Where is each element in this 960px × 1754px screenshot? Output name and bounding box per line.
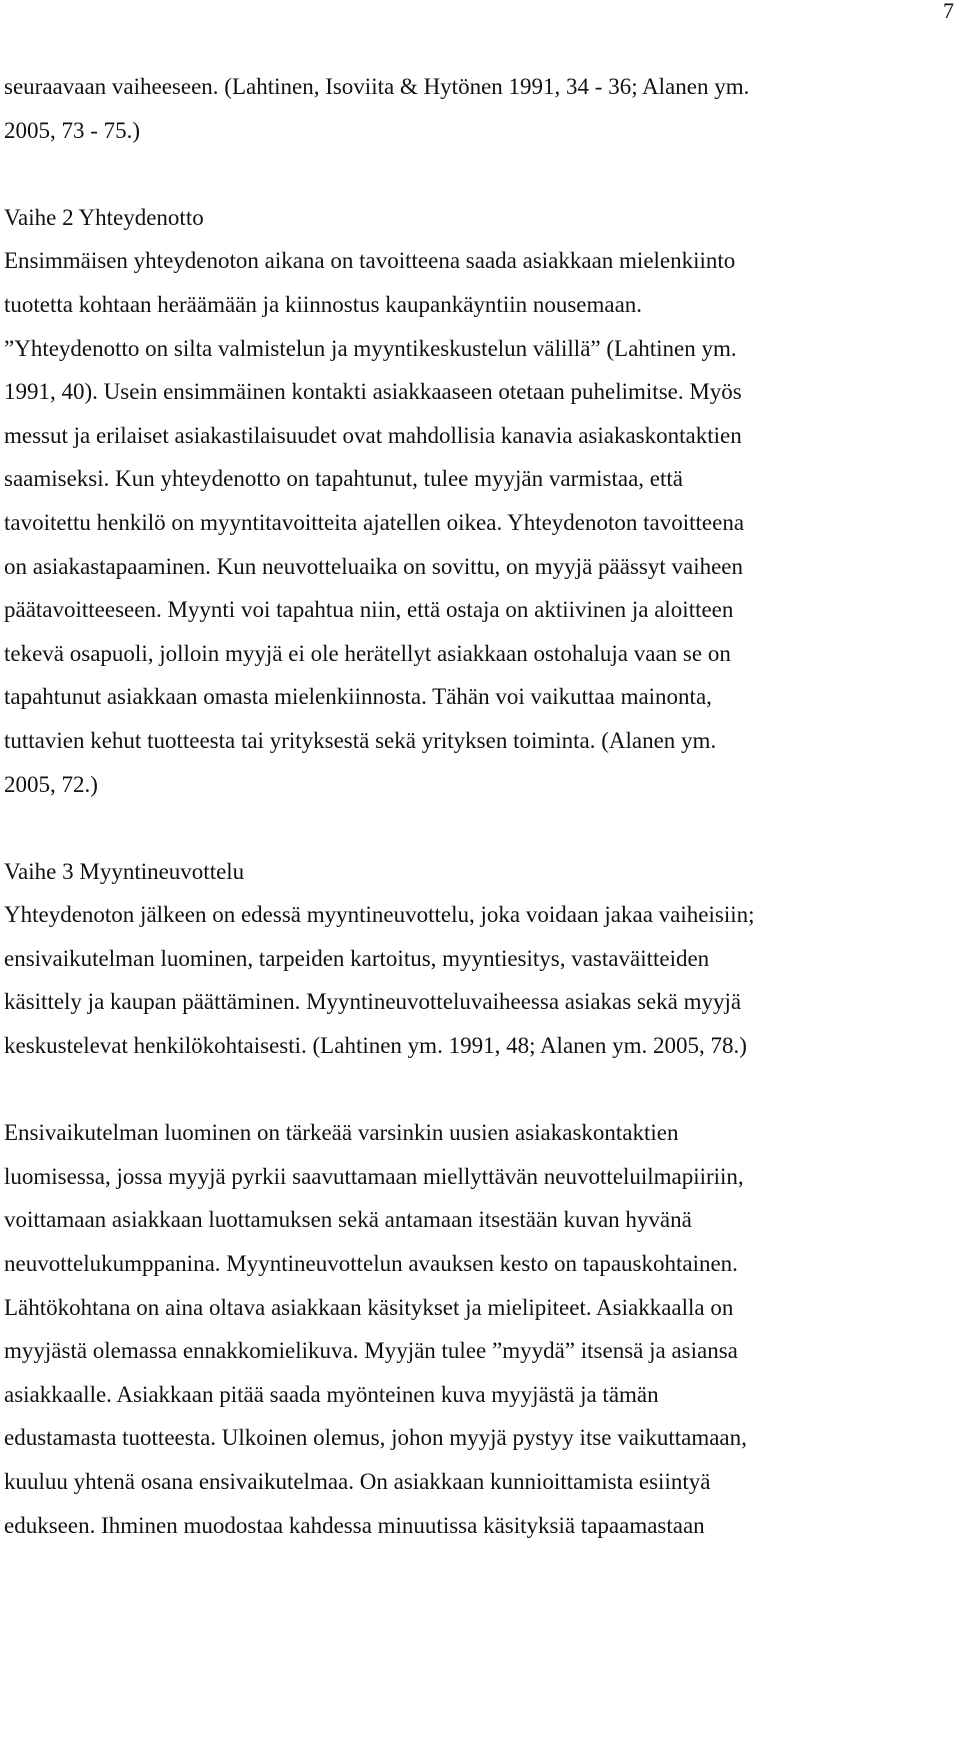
text-line: messut ja erilaiset asiakastilaisuudet ovat mahdollisia kanavia asiakaskontaktien	[4, 422, 742, 448]
section-vaihe-2	[4, 196, 944, 806]
text-line: tavoitettu henkilö on myyntitavoitteita ajatellen oikea. Yhteydenoton tavoitteena	[4, 509, 745, 535]
text-line: kuuluu yhtenä osana ensivaikutelmaa. On asiakkaan kunnioittamista esiintyä	[4, 1469, 711, 1494]
text-line: voittamaan asiakkaan luottamuksen sekä antamaan itsestään kuvan hyvänä	[4, 1207, 692, 1233]
text-line: myyjästä olemassa ennakkomielikuva. Myyjän tulee ”myydä” itsensä ja asiansa	[4, 1338, 738, 1364]
page-number: 7	[943, 0, 954, 23]
text-line: Lähtökohtana on aina oltava asiakkaan käsitykset ja mielipiteet. Asiakkaalla on	[4, 1294, 734, 1320]
paragraph-ensivaikutelma	[4, 1111, 944, 1547]
text-line: 1991, 40). Usein ensimmäinen kontakti asiakkaaseen otetaan puhelimitse. Myös	[4, 379, 742, 405]
text-line: neuvottelukumppanina. Myyntineuvottelun avauksen kesto on tapauskohtainen.	[4, 1251, 738, 1277]
text-line: saamiseksi. Kun yhteydenotto on tapahtunut, tulee myyjän varmistaa, että	[4, 466, 683, 492]
text-line: 2005, 72.)	[4, 771, 98, 797]
paragraph-gap	[4, 806, 944, 850]
text-line: tekevä osapuoli, jolloin myyjä ei ole herätellyt asiakkaan ostohaluja vaan se on	[4, 640, 731, 666]
text-line: tuotetta kohtaan heräämään ja kiinnostus kaupankäyntiin nousemaan.	[4, 291, 643, 317]
text-line: ensivaikutelman luominen, tarpeiden kartoitus, myyntiesitys, vastaväitteiden	[4, 945, 710, 971]
paragraph-gap	[4, 152, 944, 196]
text-line: edukseen. Ihminen muodostaa kahdessa minuutissa käsityksiä tapaamastaan	[4, 1512, 705, 1538]
text-line: seuraavaan vaiheeseen. (Lahtinen, Isoviita & Hytönen 1991, 34 - 36; Alanen ym.	[4, 74, 750, 99]
document-body	[4, 65, 944, 1547]
paragraph-continuation	[4, 65, 944, 152]
text-line: edustamasta tuotteesta. Ulkoinen olemus, johon myyjä pystyy itse vaikuttamaan,	[4, 1425, 747, 1451]
text-line: keskustelevat henkilökohtaisesti. (Lahtinen ym. 1991, 48; Alanen ym. 2005, 78.)	[4, 1033, 747, 1059]
text-line: käsittely ja kaupan päättäminen. Myyntineuvotteluvaiheessa asiakas sekä myyjä	[4, 989, 742, 1015]
paragraph-gap	[4, 1068, 944, 1112]
text-line: Ensivaikutelman luominen on tärkeää varsinkin uusien asiakaskontaktien	[4, 1120, 679, 1146]
text-line: on asiakastapaaminen. Kun neuvotteluaika on sovittu, on myyjä päässyt vaiheen	[4, 553, 744, 579]
text-line: ”Yhteydenotto on silta valmistelun ja myyntikeskustelun välillä” (Lahtinen ym.	[4, 335, 737, 361]
text-line: luomisessa, jossa myyjä pyrkii saavuttamaan miellyttävän neuvotteluilmapiiriin,	[4, 1163, 744, 1189]
section-vaihe-3	[4, 850, 944, 1068]
text-line: asiakkaalle. Asiakkaan pitää saada myönteinen kuva myyjästä ja tämän	[4, 1381, 659, 1407]
text-line: päätavoitteeseen. Myynti voi tapahtua niin, että ostaja on aktiivinen ja aloitteen	[4, 597, 734, 623]
text-line: Yhteydenoton jälkeen on edessä myyntineuvottelu, joka voidaan jakaa vaiheisiin;	[4, 902, 755, 928]
text-line: tapahtunut asiakkaan omasta mielenkiinnosta. Tähän voi vaikuttaa mainonta,	[4, 684, 712, 710]
text-line: 2005, 73 - 75.)	[4, 117, 141, 143]
section-heading: Vaihe 3 Myyntineuvottelu	[4, 858, 245, 884]
text-line: Ensimmäisen yhteydenoton aikana on tavoitteena saada asiakkaan mielenkiinto	[4, 248, 736, 274]
text-line: tuttavien kehut tuotteesta tai yrityksestä sekä yrityksen toiminta. (Alanen ym.	[4, 727, 717, 753]
section-heading: Vaihe 2 Yhteydenotto	[4, 204, 204, 230]
